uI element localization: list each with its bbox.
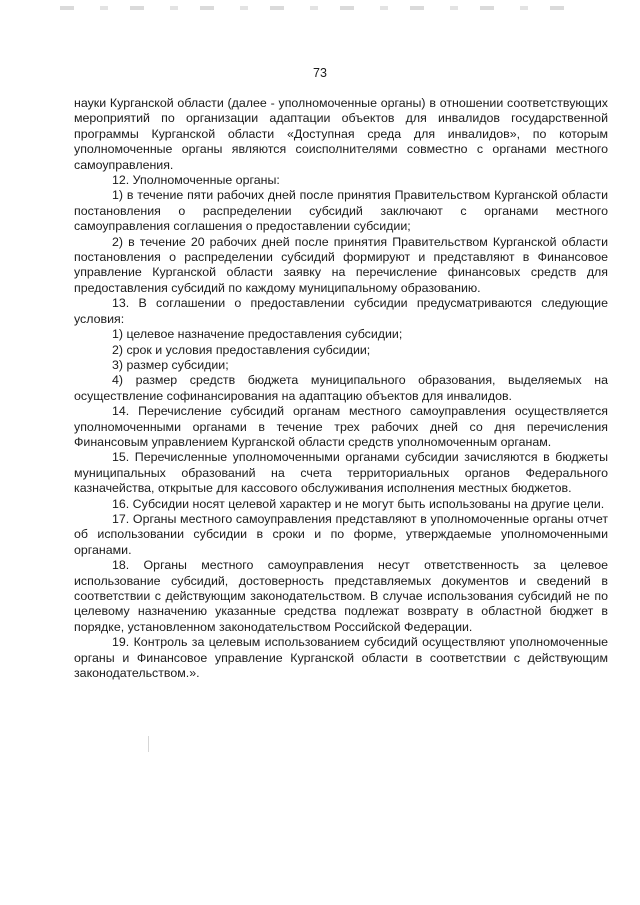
paragraph-16: 16. Субсидии носят целевой характер и не могут быть использованы на другие цели.: [112, 496, 605, 511]
paragraph-12-item-1: 1) в течение пяти рабочих дней после принятия Правительством Курганской области постановления о распределении субсидий заключают с органами местного самоуправления соглашения о предоставлении субсидии;: [74, 188, 608, 234]
paragraph-13-heading: 13. В соглашении о предоставлении субсидии предусматриваются следующие условия:: [74, 296, 608, 326]
paragraph-continuation: науки Курганской области (далее - уполномоченные органы) в отношении соответствующих мероприятий по организации адаптации объектов для инвалидов государственной программы Курганской области «Доступная среда для инвалидов», по которым уполномоченные органы являются соисполнителями совместно с органами местного самоуправления.: [74, 96, 608, 172]
paragraph-17: 17. Органы местного самоуправления представляют в уполномоченные органы отчет об использовании субсидии в сроки и по форме, утверждаемые уполномоченными органами.: [74, 511, 608, 557]
paragraph-19: 19. Контроль за целевым использованием субсидий осуществляют уполномоченные органы и Финансовое управление Курганской области в соответствии с действующим законодательством.».: [74, 635, 608, 681]
paragraph-14: 14. Перечисление субсидий органам местного самоуправления осуществляется уполномоченными органами в течение трех рабочих дней со дня перечисления Финансовым управлением Курганской области средств уполномоченным органам.: [74, 404, 608, 449]
scan-artifact-mark: [148, 736, 149, 752]
scan-artifact-top: [60, 6, 580, 10]
page-number: 73: [313, 66, 327, 80]
paragraph-12-item-2: 2) в течение 20 рабочих дней после принятия Правительством Курганской области постановления о распределении субсидий формируют и представляют в Финансовое управление Курганской области заявку на перечисление финансовых средств для предоставления субсидий по каждому муниципальному образованию.: [74, 234, 608, 295]
paragraph-18: 18. Органы местного самоуправления несут ответственность за целевое использование субсидий, достоверность представляемых документов и сведений в соответствии с действующим законодательством. В случае использования субсидий не по целевому назначению указанные средства подлежат возврату в областной бюджет в порядке, установленном законодательством Российской Федерации.: [74, 558, 608, 634]
paragraph-13-item-1: 1) целевое назначение предоставления субсидии;: [112, 327, 403, 342]
paragraph-13-item-2: 2) срок и условия предоставления субсидии;: [112, 342, 371, 357]
paragraph-15: 15. Перечисленные уполномоченными органами субсидии зачисляются в бюджеты муниципальных образований на счета территориальных органов Федерального казначейства, открытые для кассового обслуживания исполнения местных бюджетов.: [74, 450, 608, 496]
paragraph-13-item-3: 3) размер субсидии;: [112, 357, 229, 372]
paragraph-13-item-4: 4) размер средств бюджета муниципального образования, выделяемых на осуществление софинансирования на адаптацию объектов для инвалидов.: [74, 373, 608, 403]
paragraph-12-heading: 12. Уполномоченные органы:: [112, 173, 280, 188]
document-body: [74, 96, 608, 681]
